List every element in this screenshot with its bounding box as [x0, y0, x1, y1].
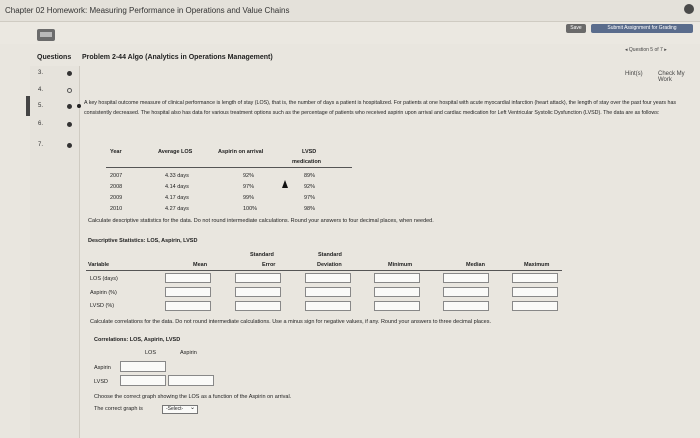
col-standard-deviation-top: Standard	[318, 252, 342, 258]
aspirin-maximum-input[interactable]	[512, 287, 558, 297]
table-cell: 2010	[110, 206, 123, 212]
los-maximum-input[interactable]	[512, 273, 558, 283]
sidebar-item-q7[interactable]: 7.	[38, 142, 44, 148]
col-maximum: Maximum	[524, 262, 550, 268]
answered-dot-icon	[67, 104, 72, 109]
questions-label: Questions	[37, 54, 72, 61]
bullet-icon	[77, 104, 81, 108]
sidebar-item-q5[interactable]: 5.	[38, 103, 44, 109]
graph-instruction: Choose the correct graph showing the LOS as a function of the Aspirin on arrival.	[94, 394, 292, 400]
corr-lvsd-los-input[interactable]	[120, 375, 166, 386]
row-aspirin: Aspirin (%)	[90, 290, 117, 296]
col-aspirin-on-arrival: Aspirin on arrival	[218, 149, 264, 155]
col-standard-error-top: Standard	[250, 252, 274, 258]
col-lvsd: LVSD	[302, 149, 317, 155]
descriptive-instruction: Calculate descriptive statistics for the data. Do not round intermediate calculations. Round your answers to four decimal places, when needed.	[88, 218, 434, 224]
lvsd-standard-error-input[interactable]	[235, 301, 281, 311]
correlations-title: Correlations: LOS, Aspirin, LVSD	[94, 337, 181, 343]
table-cell: 92%	[243, 173, 255, 179]
hints-link[interactable]: Hint(s)	[625, 71, 643, 77]
los-standard-deviation-input[interactable]	[305, 273, 351, 283]
top-bar	[0, 0, 700, 22]
question-navigator[interactable]: ◂ Question 5 of 7 ▸	[625, 47, 667, 53]
col-year: Year	[110, 149, 122, 155]
save-button[interactable]: Save	[566, 24, 586, 33]
aspirin-standard-deviation-input[interactable]	[305, 287, 351, 297]
corr-row-lvsd: LVSD	[94, 379, 108, 385]
table-cell: 2008	[110, 184, 123, 190]
stats-divider	[86, 270, 562, 271]
submit-assignment-button[interactable]: Submit Assignment for Grading	[591, 24, 693, 33]
table-cell: 2007	[110, 173, 123, 179]
los-minimum-input[interactable]	[374, 273, 420, 283]
check-my-work-link[interactable]: Check My Work	[658, 71, 685, 83]
chapter-title: Chapter 02 Homework: Measuring Performance in Operations and Value Chains	[5, 6, 290, 15]
table-cell: 4.27 days	[165, 206, 189, 212]
answered-dot-icon	[67, 143, 72, 148]
corr-row-aspirin: Aspirin	[94, 365, 111, 371]
lvsd-mean-input[interactable]	[165, 301, 211, 311]
aspirin-minimum-input[interactable]	[374, 287, 420, 297]
lvsd-maximum-input[interactable]	[512, 301, 558, 311]
corr-lvsd-aspirin-input[interactable]	[168, 375, 214, 386]
graph-select[interactable]: -Select- ⌄	[162, 405, 198, 414]
graph-prompt: The correct graph is	[94, 406, 143, 412]
sidebar-item-q3[interactable]: 3.	[38, 70, 44, 76]
table-cell: 4.17 days	[165, 195, 189, 201]
aspirin-standard-error-input[interactable]	[235, 287, 281, 297]
table-cell: 97%	[304, 195, 316, 201]
table-cell: 98%	[304, 206, 316, 212]
table-divider	[106, 167, 352, 168]
table-cell: 4.14 days	[165, 184, 189, 190]
los-mean-input[interactable]	[165, 273, 211, 283]
los-median-input[interactable]	[443, 273, 489, 283]
col-standard-deviation-bottom: Deviation	[317, 262, 342, 268]
table-cell: 89%	[304, 173, 316, 179]
course-icon[interactable]	[37, 29, 55, 41]
col-standard-error-bottom: Error	[262, 262, 276, 268]
lvsd-minimum-input[interactable]	[374, 301, 420, 311]
sidebar-item-q6[interactable]: 6.	[38, 121, 44, 127]
problem-title: Problem 2-44 Algo (Analytics in Operations Management)	[82, 54, 273, 61]
lvsd-median-input[interactable]	[443, 301, 489, 311]
col-medication: medication	[292, 159, 322, 165]
current-question-marker	[26, 96, 30, 116]
descriptive-title: Descriptive Statistics: LOS, Aspirin, LVSD	[88, 238, 198, 244]
help-icon[interactable]	[684, 4, 694, 14]
answered-dot-icon	[67, 71, 72, 76]
table-cell: 92%	[304, 184, 316, 190]
mouse-cursor-icon	[282, 180, 288, 188]
sidebar-item-q4[interactable]: 4.	[38, 87, 44, 93]
col-mean: Mean	[193, 262, 208, 268]
corr-aspirin-los-input[interactable]	[120, 361, 166, 372]
unanswered-dot-icon	[67, 88, 72, 93]
row-los: LOS (days)	[90, 276, 118, 282]
corr-col-los: LOS	[145, 350, 157, 356]
table-cell: 100%	[243, 206, 258, 212]
table-cell: 4.33 days	[165, 173, 189, 179]
table-cell: 99%	[243, 195, 255, 201]
corr-col-aspirin: Aspirin	[180, 350, 197, 356]
col-variable: Variable	[88, 262, 110, 268]
correlations-instruction: Calculate correlations for the data. Do not round intermediate calculations. Use a minus sign for negative values, if any. Round your answers to three decimal places.	[90, 319, 491, 325]
row-lvsd: LVSD (%)	[90, 303, 115, 309]
table-cell: 2009	[110, 195, 123, 201]
los-standard-error-input[interactable]	[235, 273, 281, 283]
table-cell: 97%	[243, 184, 255, 190]
col-average-los: Average LOS	[158, 149, 193, 155]
aspirin-median-input[interactable]	[443, 287, 489, 297]
col-median: Median	[466, 262, 485, 268]
lvsd-standard-deviation-input[interactable]	[305, 301, 351, 311]
problem-intro: A key hospital outcome measure of clinical performance is length of stay (LOS), that is, the number of days a patient is hospitalized. For patients at one hospital with acute myocardial infarction (heart attack), the length of stay over the past four years has consistently decreased. The hospital also has data for various treatment options such as the percentage of patients who received aspirin upon arrival and cardiac medication for Left Ventricular Systolic Dysfunction (LVSD). The data are as follows:	[84, 100, 677, 116]
answered-dot-icon	[67, 122, 72, 127]
col-minimum: Minimum	[388, 262, 413, 268]
aspirin-mean-input[interactable]	[165, 287, 211, 297]
